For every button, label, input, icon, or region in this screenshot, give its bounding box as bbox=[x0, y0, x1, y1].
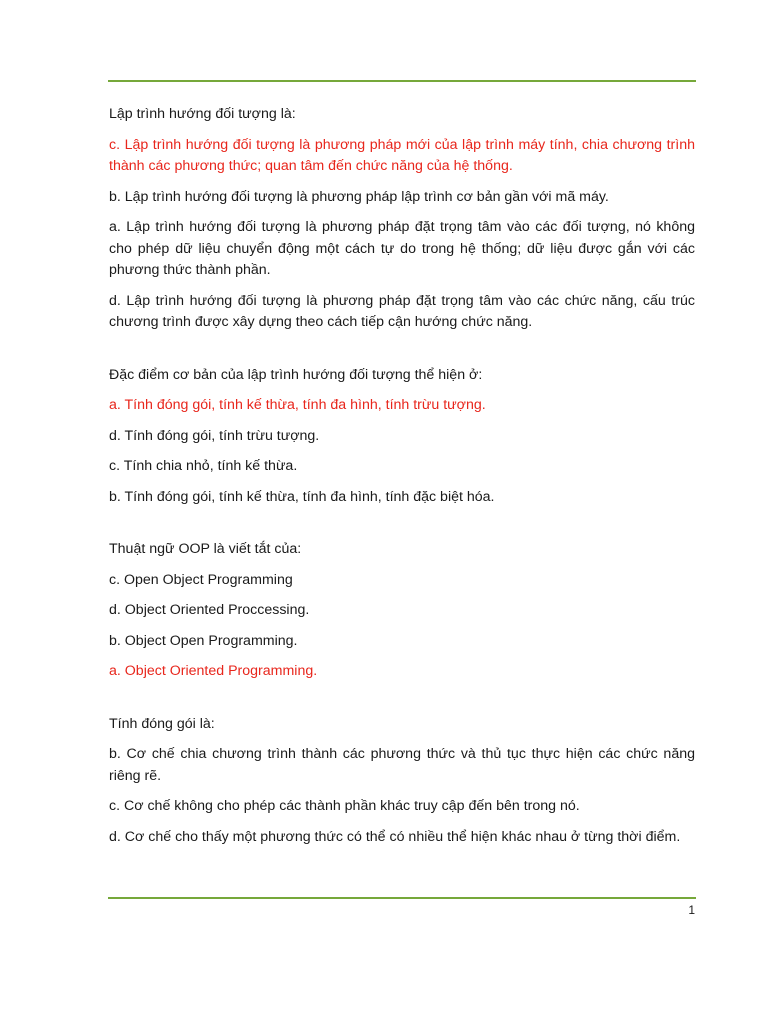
footer-rule bbox=[108, 897, 696, 899]
document-body bbox=[109, 104, 695, 879]
answer-option: b. Tính đóng gói, tính kế thừa, tính đa hình, tính đặc biệt hóa. bbox=[109, 488, 495, 505]
question-block-2 bbox=[109, 365, 695, 509]
answer-option-correct: a. Object Oriented Programming. bbox=[109, 663, 318, 679]
header-rule bbox=[108, 80, 696, 82]
question-text: Tính đóng gói là: bbox=[109, 715, 215, 732]
answer-option: b. Lập trình hướng đối tượng là phương pháp lập trình cơ bản gần với mã máy. bbox=[109, 188, 609, 205]
question-text: Thuật ngữ OOP là viết tắt của: bbox=[109, 541, 302, 557]
answer-option: d. Lập trình hướng đối tượng là phương pháp đặt trọng tâm vào các chức năng, cấu trúc chương trình được xây dựng theo cách tiếp cận hướng chức năng. bbox=[109, 292, 695, 330]
answer-option-correct: a. Tính đóng gói, tính kế thừa, tính đa hình, tính trừu tượng. bbox=[109, 397, 486, 413]
answer-option-correct: c. Lập trình hướng đối tượng là phương pháp mới của lập trình máy tính, chia chương trình thành các phương thức; quan tâm đến chức năng của hệ thống. bbox=[109, 136, 695, 174]
question-block-3 bbox=[109, 539, 695, 683]
answer-option: b. Cơ chế chia chương trình thành các phương thức và thủ tục thực hiện các chức năng riêng rẽ. bbox=[109, 746, 695, 784]
page-number: 1 bbox=[688, 903, 695, 917]
answer-option: d. Cơ chế cho thấy một phương thức có thể có nhiều thể hiện khác nhau ở từng thời điểm. bbox=[109, 828, 681, 845]
answer-option: a. Lập trình hướng đối tượng là phương pháp đặt trọng tâm vào các đối tượng, nó không cho phép dữ liệu chuyển động một cách tự do trong hệ thống; dữ liệu được gắn với các phương thức thành phần. bbox=[109, 219, 695, 278]
answer-option: c. Open Object Programming bbox=[109, 571, 293, 588]
question-text: Đặc điểm cơ bản của lập trình hướng đối tượng thể hiện ở: bbox=[109, 366, 483, 383]
answer-option: d. Tính đóng gói, tính trừu tượng. bbox=[109, 427, 320, 444]
question-block-1 bbox=[109, 104, 695, 334]
answer-option: b. Object Open Programming. bbox=[109, 632, 298, 649]
answer-option: c. Tính chia nhỏ, tính kế thừa. bbox=[109, 458, 298, 474]
answer-option: c. Cơ chế không cho phép các thành phần khác truy cập đến bên trong nó. bbox=[109, 798, 580, 814]
question-block-4 bbox=[109, 714, 695, 849]
question-text: Lập trình hướng đối tượng là: bbox=[109, 106, 296, 122]
answer-option: d. Object Oriented Proccessing. bbox=[109, 602, 310, 618]
